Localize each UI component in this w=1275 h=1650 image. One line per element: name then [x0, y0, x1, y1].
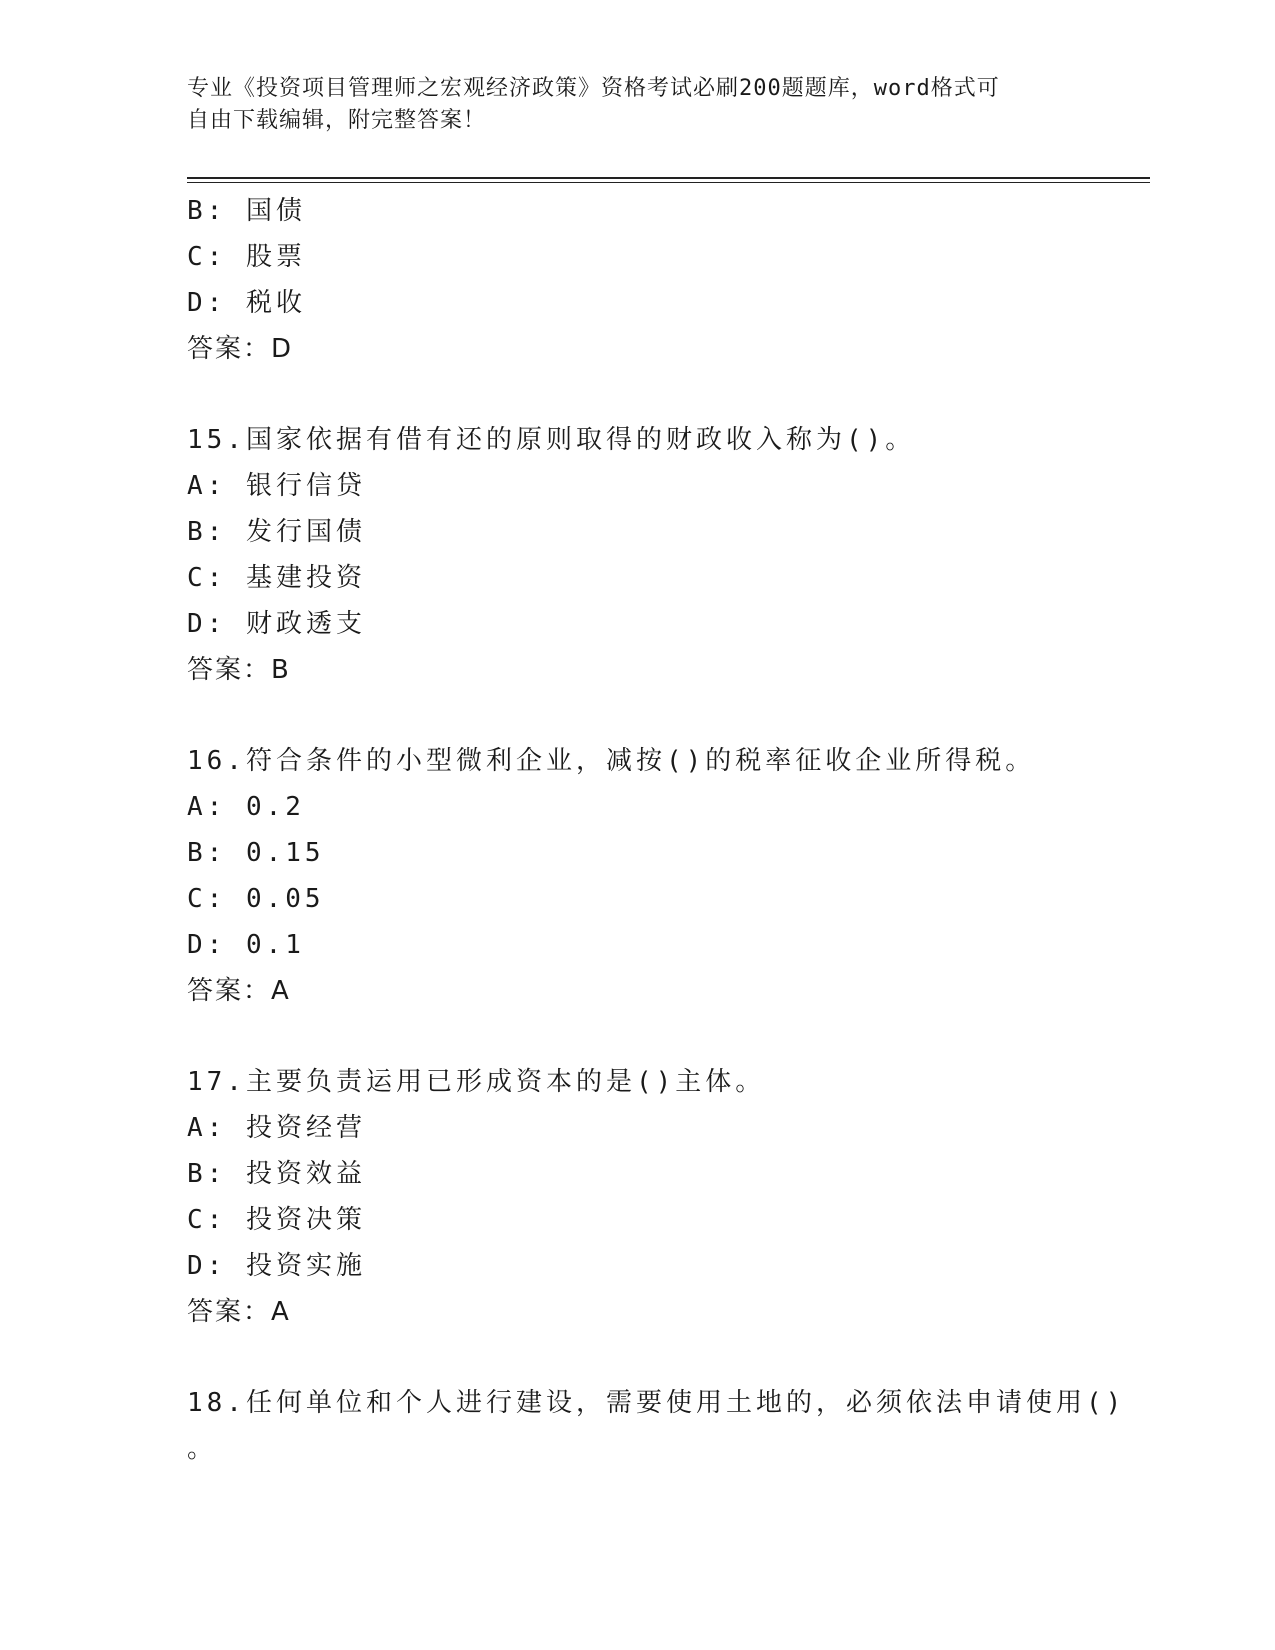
spacer [187, 693, 1087, 738]
question-text: 15.国家依据有借有还的原则取得的财政收入称为()。 [187, 425, 916, 455]
option-text: 国债 [245, 196, 306, 226]
option-label: A: [187, 1113, 227, 1143]
option-label: C: [187, 242, 227, 272]
option-label: B: [187, 1159, 227, 1189]
option-text: 基建投资 [245, 563, 366, 593]
option-label: B: [187, 838, 227, 868]
question-text: 16.符合条件的小型微利企业，减按()的税率征收企业所得税。 [187, 746, 1036, 776]
option-text: 0.15 [245, 838, 325, 868]
question-block-17 [187, 1059, 1087, 1335]
option-d [187, 1243, 1087, 1289]
option-label: C: [187, 1205, 227, 1235]
option-c [187, 1197, 1087, 1243]
option-label: D: [187, 930, 227, 960]
header-line-1: 专业《投资项目管理师之宏观经济政策》资格考试必刷200题题库，word格式可 [187, 76, 1000, 101]
option-d [187, 922, 1087, 968]
option-d [187, 280, 1087, 326]
option-label: D: [187, 288, 227, 318]
option-label: D: [187, 609, 227, 639]
option-c [187, 234, 1087, 280]
option-b [187, 509, 1087, 555]
answer-line: 答案：A [187, 976, 291, 1006]
answer-line: 答案：D [187, 334, 294, 364]
option-text: 发行国债 [245, 517, 366, 547]
option-text: 投资经营 [245, 1113, 366, 1143]
question-list [187, 188, 1126, 1472]
option-label: A: [187, 792, 227, 822]
option-b [187, 188, 1087, 234]
header-line-2: 自由下载编辑，附完整答案！ [187, 108, 487, 133]
option-text: 0.2 [245, 792, 305, 822]
question-text-continued: 。 [187, 1434, 218, 1464]
option-label: A: [187, 471, 227, 501]
question-block-continued [187, 188, 1087, 372]
option-label: C: [187, 884, 227, 914]
option-a [187, 784, 1087, 830]
option-label: D: [187, 1251, 227, 1281]
spacer [187, 1335, 1087, 1380]
option-a [187, 1105, 1087, 1151]
spacer [187, 1014, 1087, 1059]
question-text: 17.主要负责运用已形成资本的是()主体。 [187, 1067, 766, 1097]
document-header [187, 73, 1067, 137]
spacer [187, 372, 1087, 417]
option-text: 投资决策 [245, 1205, 366, 1235]
option-c [187, 876, 1087, 922]
answer-line: 答案：A [187, 1297, 291, 1327]
question-block-18 [187, 1380, 1126, 1472]
option-text: 0.1 [245, 930, 305, 960]
header-rule-thin [187, 182, 1150, 183]
question-text: 18.任何单位和个人进行建设，需要使用土地的，必须依法申请使用() [187, 1388, 1126, 1418]
option-c [187, 555, 1087, 601]
option-label: B: [187, 517, 227, 547]
option-b [187, 830, 1087, 876]
option-d [187, 601, 1087, 647]
option-text: 股票 [245, 242, 306, 272]
option-label: C: [187, 563, 227, 593]
question-block-16 [187, 738, 1087, 1014]
option-b [187, 1151, 1087, 1197]
answer-line: 答案：B [187, 655, 291, 685]
option-text: 投资实施 [245, 1251, 366, 1281]
option-text: 财政透支 [245, 609, 366, 639]
option-text: 投资效益 [245, 1159, 366, 1189]
option-text: 银行信贷 [245, 471, 366, 501]
header-rule-thick [187, 177, 1150, 179]
option-label: B: [187, 196, 227, 226]
question-block-15 [187, 417, 1087, 693]
option-a [187, 463, 1087, 509]
option-text: 税收 [245, 288, 306, 318]
option-text: 0.05 [245, 884, 325, 914]
